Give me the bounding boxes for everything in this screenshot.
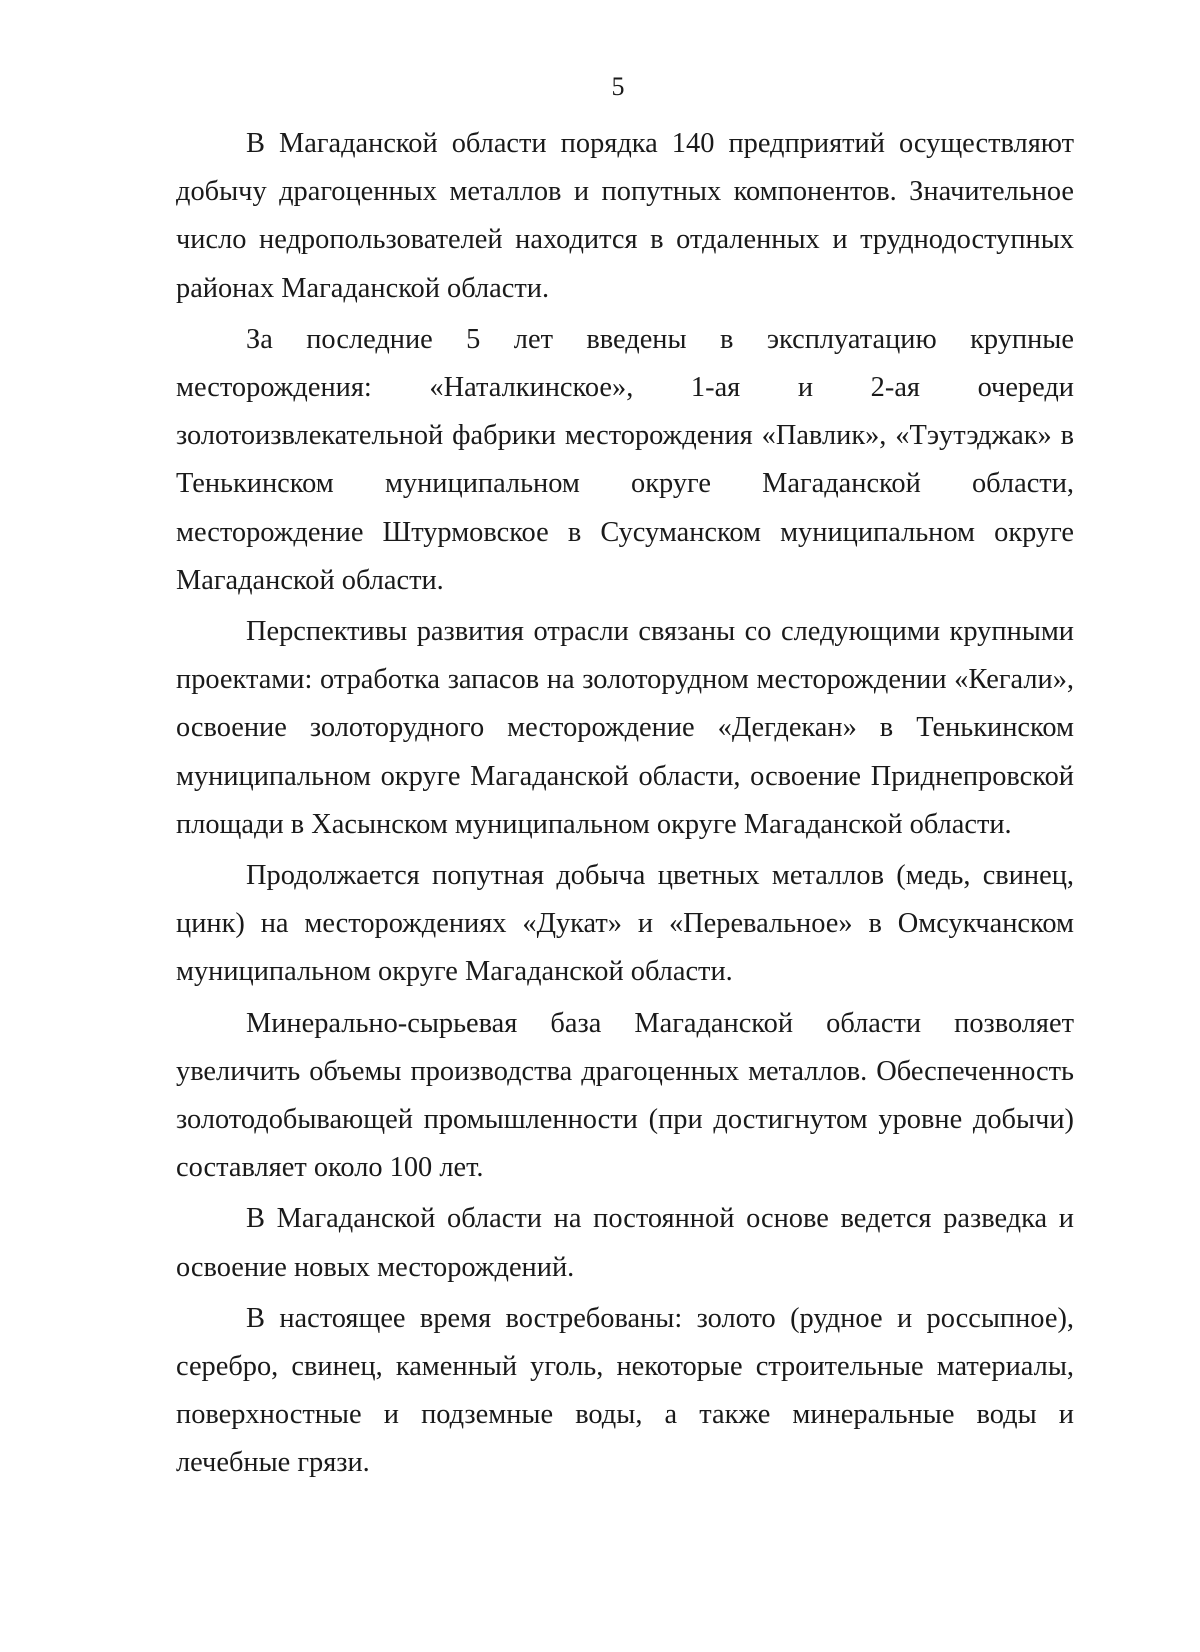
paragraph-new-deposits: За последние 5 лет введены в эксплуатацию крупные месторождения: «Наталкинское», 1-ая и 2-ая очереди золотоизвлекательной фабрики месторождения «Павлик», «Тэутэджак» в Тенькинском муниципальном округе Магаданской области, месторождение Штурмовское в Сусуманском муниципальном округе Магаданской области.	[176, 323, 1074, 596]
paragraph-exploration: В Магаданской области на постоянной основе ведется разведка и освоение новых месторождений.	[176, 1203, 1074, 1283]
page-number: 5	[611, 72, 625, 101]
paragraph-prospects: Перспективы развития отрасли связаны со следующими крупными проектами: отработка запасов на золоторудном месторождении «Кегали», освоение золоторудного месторождение «Дегдекан» в Тенькинском муниципальном округе Магаданской области, освоение Приднепровской площади в Хасынском муниципальном округе Магаданской области.	[176, 616, 1074, 840]
document-body	[176, 120, 1074, 1491]
paragraph-demanded-resources: В настоящее время востребованы: золото (рудное и россыпное), серебро, свинец, каменный уголь, некоторые строительные материалы, поверхностные и подземные воды, а также минеральные воды и лечебные грязи.	[176, 1302, 1074, 1479]
paragraph-nonferrous-metals: Продолжается попутная добыча цветных металлов (медь, свинец, цинк) на месторождениях «Дукат» и «Перевальное» в Омсукчанском муниципальном округе Магаданской области.	[176, 860, 1074, 988]
paragraph-enterprises: В Магаданской области порядка 140 предприятий осуществляют добычу драгоценных металлов и попутных компонентов. Значительное число недропользователей находится в отдаленных и труднодоступных районах Магаданской области.	[176, 128, 1074, 304]
paragraph-mineral-base: Минерально-сырьевая база Магаданской области позволяет увеличить объемы производства драгоценных металлов. Обеспеченность золотодобывающей промышленности (при достигнутом уровне добычи) составляет около 100 лет.	[176, 1007, 1074, 1184]
